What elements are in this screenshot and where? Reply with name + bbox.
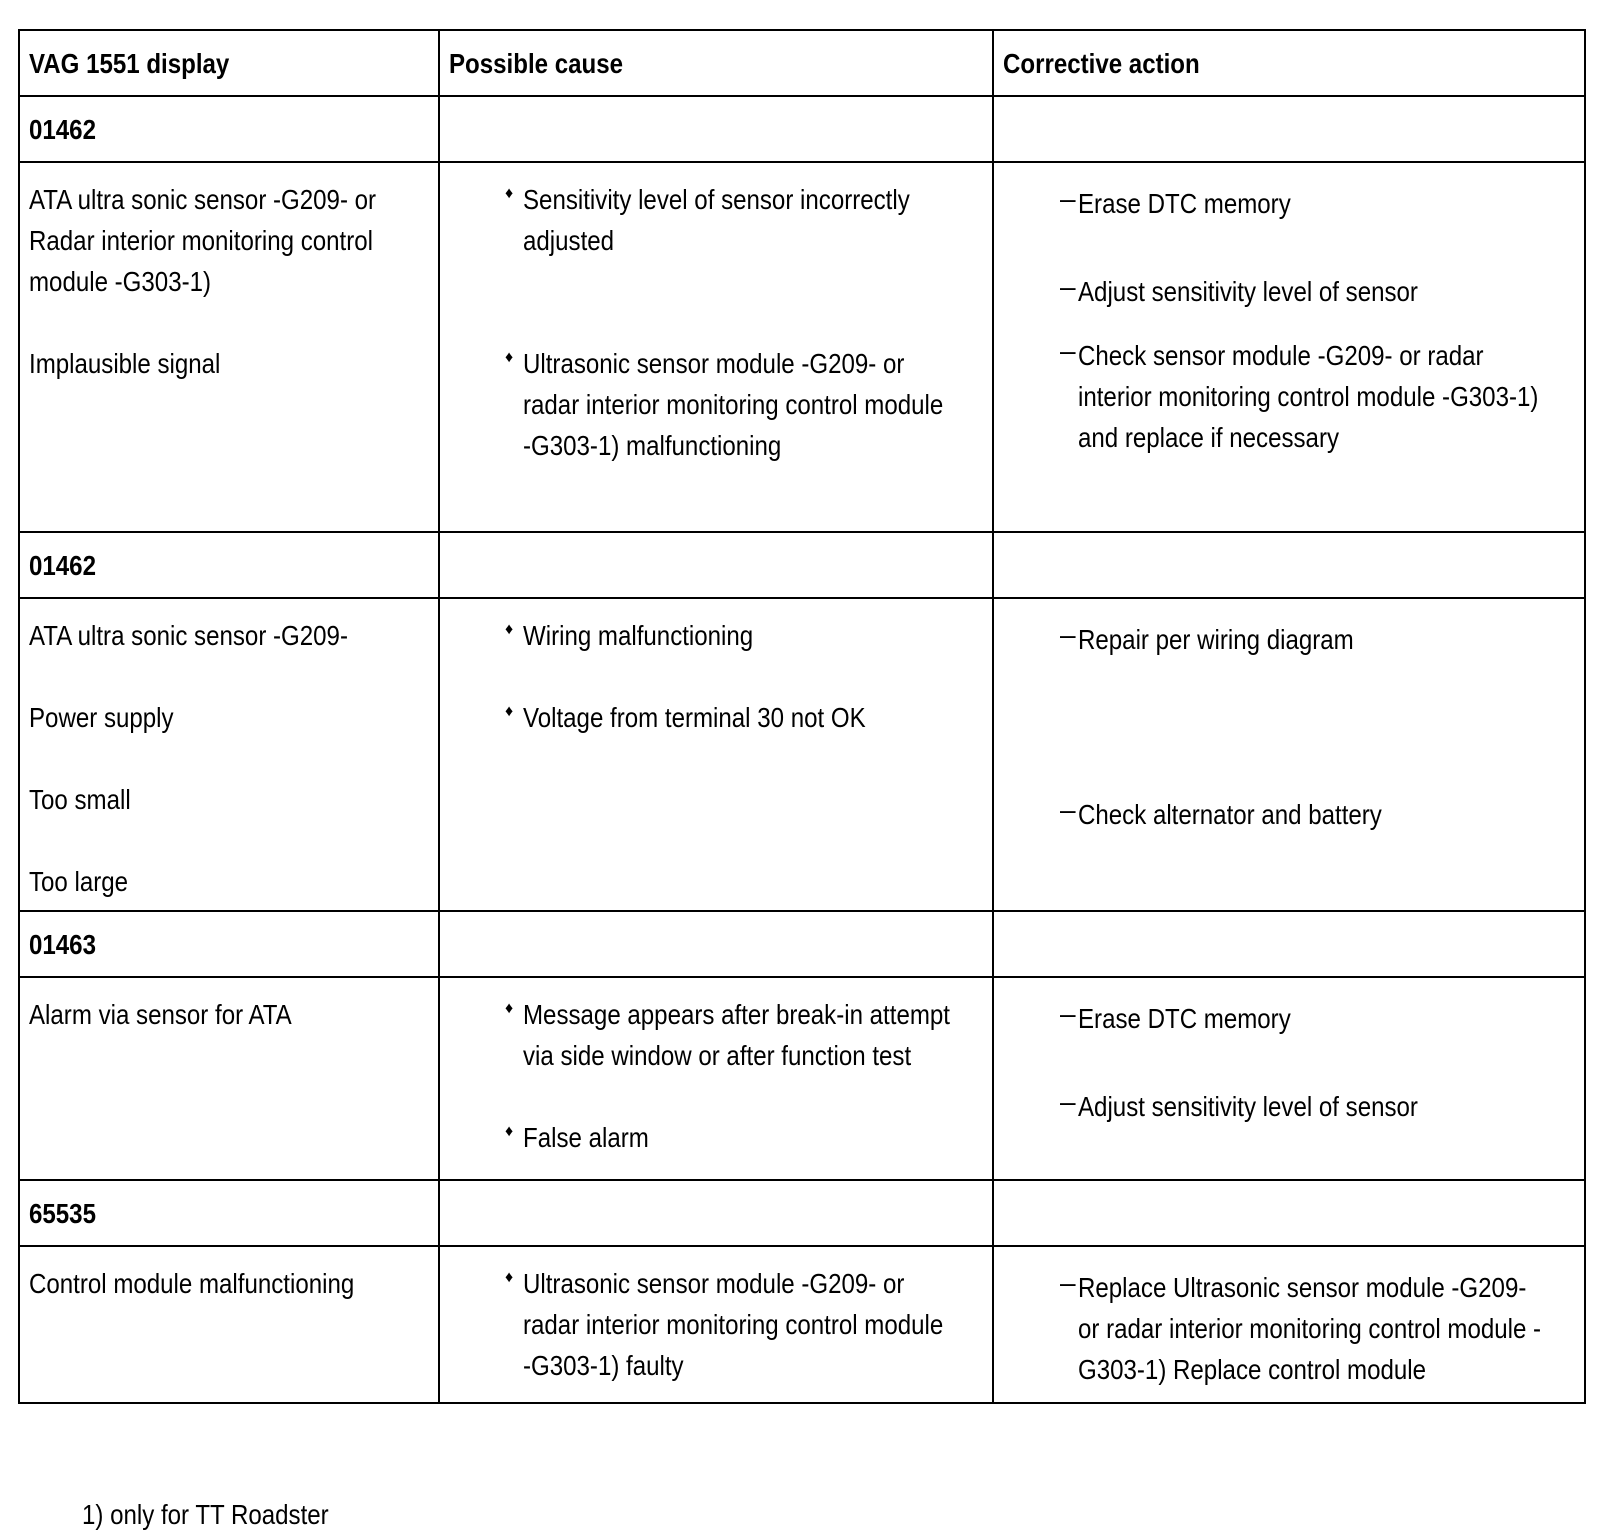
dash-icon: – bbox=[1060, 998, 1076, 1029]
text-line: Ultrasonic sensor module -G209- or bbox=[523, 1268, 905, 1299]
cause-item bbox=[505, 1263, 992, 1386]
text-line: Erase DTC memory bbox=[1078, 188, 1291, 219]
dtc-code: 01463 bbox=[29, 929, 96, 960]
dtc-code-row bbox=[19, 911, 1585, 977]
text-line: Repair per wiring diagram bbox=[1078, 624, 1354, 655]
cause-cell bbox=[439, 1246, 993, 1403]
cause-item bbox=[505, 179, 992, 261]
display-text: Too small bbox=[29, 784, 131, 815]
text-line: Check sensor module -G209- or radar bbox=[1078, 340, 1484, 371]
cause-cell bbox=[439, 977, 993, 1180]
display-text: Control module malfunctioning bbox=[29, 1268, 355, 1299]
display-text: Power supply bbox=[29, 702, 174, 733]
display-cell bbox=[19, 1246, 439, 1403]
text-line: radar interior monitoring control module bbox=[523, 1309, 944, 1340]
code-cell bbox=[993, 1180, 1585, 1246]
bullet-icon: ♦ bbox=[505, 349, 514, 366]
text-line: adjusted bbox=[523, 225, 615, 256]
footnote: 1) only for TT Roadster bbox=[82, 1499, 329, 1530]
text-line: Message appears after break-in attempt bbox=[523, 999, 950, 1030]
dtc-code: 01462 bbox=[29, 550, 96, 581]
display-text bbox=[29, 738, 381, 779]
display-text: Radar interior monitoring control bbox=[29, 225, 373, 256]
display-cell bbox=[19, 598, 439, 911]
table-header-row bbox=[19, 30, 1585, 96]
display-text bbox=[29, 302, 381, 343]
text-line: Replace Ultrasonic sensor module -G209- bbox=[1078, 1272, 1527, 1303]
action-item bbox=[1060, 794, 1584, 835]
text-line: via side window or after function test bbox=[523, 1040, 912, 1071]
code-cell bbox=[19, 1180, 439, 1246]
code-cell bbox=[993, 911, 1585, 977]
text-line: Erase DTC memory bbox=[1078, 1003, 1291, 1034]
action-item bbox=[1060, 335, 1584, 458]
header-cell bbox=[19, 30, 439, 96]
dash-icon: – bbox=[1060, 1086, 1076, 1117]
text-line: radar interior monitoring control module bbox=[523, 389, 944, 420]
display-text: Implausible signal bbox=[29, 348, 221, 379]
dtc-code: 01462 bbox=[29, 114, 96, 145]
bullet-icon: ♦ bbox=[505, 1123, 514, 1140]
code-cell bbox=[19, 532, 439, 598]
display-text: module -G303-1) bbox=[29, 266, 212, 297]
action-item bbox=[1060, 183, 1584, 224]
code-cell bbox=[993, 532, 1585, 598]
text-line: G303-1) Replace control module bbox=[1078, 1354, 1427, 1385]
text-line: Voltage from terminal 30 not OK bbox=[523, 702, 866, 733]
bullet-icon: ♦ bbox=[505, 1000, 514, 1017]
display-text: ATA ultra sonic sensor -G209- bbox=[29, 620, 348, 651]
action-item bbox=[1060, 1086, 1584, 1127]
text-line: -G303-1) malfunctioning bbox=[523, 430, 782, 461]
code-cell bbox=[19, 96, 439, 162]
display-cell bbox=[19, 977, 439, 1180]
dash-icon: – bbox=[1060, 183, 1076, 214]
action-item bbox=[1060, 998, 1584, 1039]
dash-icon: – bbox=[1060, 619, 1076, 650]
display-cell bbox=[19, 162, 439, 532]
text-line: Sensitivity level of sensor incorrectly bbox=[523, 184, 910, 215]
text-line: or radar interior monitoring control module - bbox=[1078, 1313, 1542, 1344]
dash-icon: – bbox=[1060, 271, 1076, 302]
text-line: -G303-1) faulty bbox=[523, 1350, 684, 1381]
text-line: Wiring malfunctioning bbox=[523, 620, 754, 651]
code-cell bbox=[439, 1180, 993, 1246]
cause-item bbox=[505, 994, 992, 1076]
cause-cell bbox=[439, 598, 993, 911]
cause-item bbox=[505, 697, 992, 738]
cause-cell bbox=[439, 162, 993, 532]
action-item bbox=[1060, 271, 1584, 312]
header-corrective-action: Corrective action bbox=[1003, 48, 1200, 79]
text-line: interior monitoring control module -G303-1) bbox=[1078, 381, 1539, 412]
bullet-icon: ♦ bbox=[505, 185, 514, 202]
dtc-table bbox=[18, 29, 1586, 1404]
dtc-code: 65535 bbox=[29, 1198, 96, 1229]
header-cell bbox=[439, 30, 993, 96]
text-line: Check alternator and battery bbox=[1078, 799, 1382, 830]
code-cell bbox=[19, 911, 439, 977]
text-line: False alarm bbox=[523, 1122, 649, 1153]
action-cell bbox=[993, 598, 1585, 911]
dtc-detail-row bbox=[19, 1246, 1585, 1403]
dtc-detail-row bbox=[19, 598, 1585, 911]
code-cell bbox=[439, 96, 993, 162]
header-cell bbox=[993, 30, 1585, 96]
display-text bbox=[29, 656, 381, 697]
dtc-code-row bbox=[19, 1180, 1585, 1246]
header-vag-display: VAG 1551 display bbox=[29, 48, 230, 79]
text-line: Adjust sensitivity level of sensor bbox=[1078, 1091, 1418, 1122]
action-cell bbox=[993, 162, 1585, 532]
dtc-detail-row bbox=[19, 977, 1585, 1180]
display-text bbox=[29, 820, 381, 861]
bullet-icon: ♦ bbox=[505, 703, 514, 720]
display-text: ATA ultra sonic sensor -G209- or bbox=[29, 184, 377, 215]
bullet-icon: ♦ bbox=[505, 1269, 514, 1286]
cause-item bbox=[505, 343, 992, 466]
cause-item bbox=[505, 615, 992, 656]
header-possible-cause: Possible cause bbox=[449, 48, 624, 79]
action-cell bbox=[993, 977, 1585, 1180]
dtc-code-row bbox=[19, 96, 1585, 162]
text-line: Adjust sensitivity level of sensor bbox=[1078, 276, 1418, 307]
code-cell bbox=[439, 532, 993, 598]
action-item bbox=[1060, 1267, 1584, 1390]
cause-item bbox=[505, 1117, 992, 1158]
action-item bbox=[1060, 619, 1584, 660]
code-cell bbox=[993, 96, 1585, 162]
display-text: Alarm via sensor for ATA bbox=[29, 999, 292, 1030]
display-text: Too large bbox=[29, 866, 129, 897]
dash-icon: – bbox=[1060, 1267, 1076, 1298]
text-line: Ultrasonic sensor module -G209- or bbox=[523, 348, 905, 379]
action-cell bbox=[993, 1246, 1585, 1403]
dash-icon: – bbox=[1060, 335, 1076, 366]
dash-icon: – bbox=[1060, 794, 1076, 825]
dtc-code-row bbox=[19, 532, 1585, 598]
code-cell bbox=[439, 911, 993, 977]
text-line: and replace if necessary bbox=[1078, 422, 1340, 453]
bullet-icon: ♦ bbox=[505, 621, 514, 638]
dtc-detail-row bbox=[19, 162, 1585, 532]
